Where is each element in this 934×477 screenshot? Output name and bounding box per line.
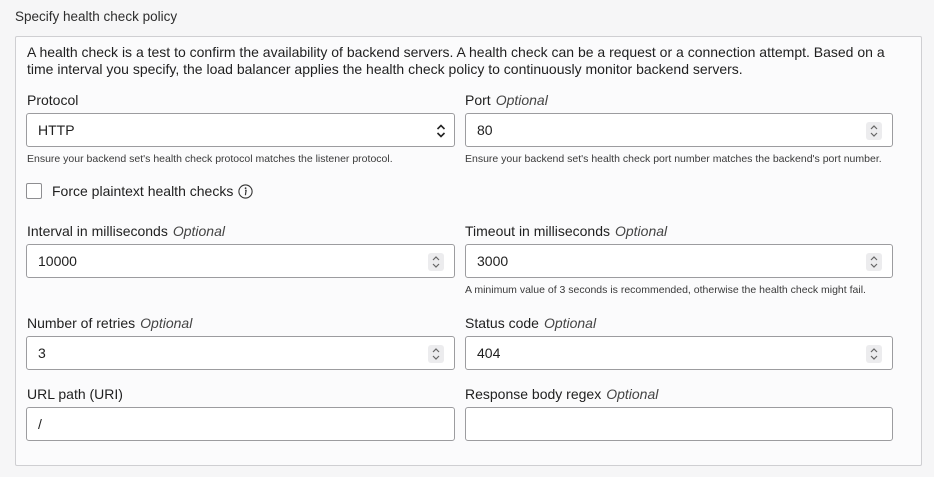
select-arrows-icon [436,123,446,139]
optional-tag: Optional [495,92,548,108]
port-value: 80 [477,122,493,138]
protocol-label [27,92,78,108]
optional-tag: Optional [172,223,225,239]
info-icon[interactable] [238,184,253,199]
interval-label-text: Interval in milliseconds [27,223,168,239]
timeout-help: A minimum value of 3 seconds is recommended, otherwise the health check might fail. [465,284,866,296]
section-title: Specify health check policy [15,9,178,24]
interval-label [27,223,225,239]
timeout-stepper[interactable] [866,253,882,271]
optional-tag: Optional [614,223,668,239]
url-path-input[interactable] [26,407,455,441]
response-regex-label [465,386,658,402]
timeout-input[interactable] [465,244,893,278]
protocol-select[interactable] [26,113,455,147]
timeout-label [465,223,667,239]
protocol-value: HTTP [38,122,75,138]
optional-tag: Optional [140,315,193,331]
status-code-stepper[interactable] [866,345,882,363]
protocol-help: Ensure your backend set's health check protocol matches the listener protocol. [27,153,393,165]
response-regex-input[interactable] [465,407,893,441]
port-label [465,92,548,108]
url-path-value: / [38,416,42,432]
force-plaintext-label: Force plaintext health checks [52,183,234,199]
status-code-input[interactable] [465,336,893,370]
status-code-label [465,315,596,331]
optional-tag: Optional [606,386,659,402]
interval-input[interactable] [26,244,455,278]
health-check-description: A health check is a test to confirm the availability of backend servers. A health check can be a request or a connection attempt. Based on a time interval you specify, the load balancer applies the health check policy to continuously monitor backend servers. [27,44,885,77]
url-path-label-text: URL path (URI) [27,386,123,402]
force-plaintext-checkbox[interactable] [26,183,42,199]
retries-label [27,315,192,331]
port-help: Ensure your backend set's health check port number matches the backend's port number. [465,153,882,165]
retries-value: 3 [38,345,46,361]
port-stepper[interactable] [866,122,882,140]
protocol-label-text: Protocol [27,92,79,108]
retries-input[interactable] [26,336,455,370]
port-label-text: Port [465,92,491,108]
interval-value: 10000 [38,253,77,269]
interval-stepper[interactable] [428,253,444,271]
status-code-value: 404 [477,345,501,361]
retries-label-text: Number of retries [27,315,136,331]
timeout-value: 3000 [477,253,509,269]
optional-tag: Optional [543,315,597,331]
status-code-label-text: Status code [465,315,539,331]
port-input[interactable] [465,113,893,147]
timeout-label-text: Timeout in milliseconds [465,223,610,239]
retries-stepper[interactable] [428,345,444,363]
response-regex-label-text: Response body regex [465,386,602,402]
url-path-label [27,386,123,402]
